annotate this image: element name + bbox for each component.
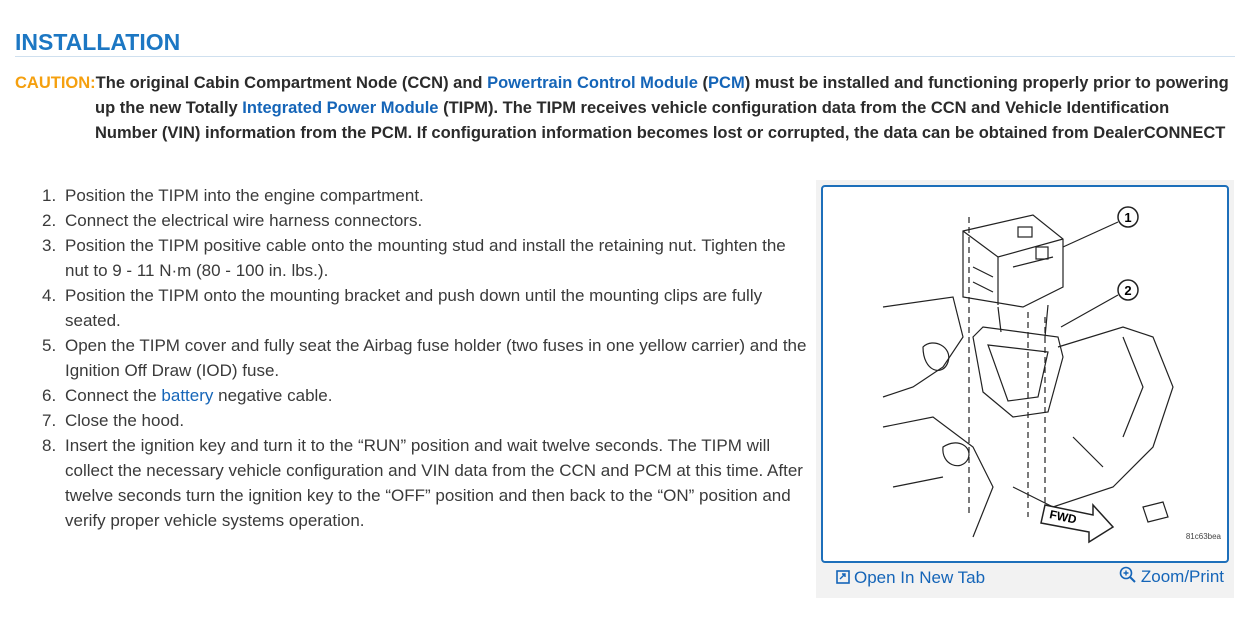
step-text: Insert the ignition key and turn it to the “RUN” position and wait twelve seconds. The TIPM will collect the necessary vehicle configuration and VIN data from the CCN and PCM at this time. After twelve seconds turn the ignition key to the “OFF” position and then back to the “ON” position and verify proper vehicle systems operation. (65, 436, 803, 530)
caution-text: (TIPM). The TIPM receives vehicle configuration data from the CCN and Vehicle Identification (438, 99, 1170, 117)
fwd-arrow (1041, 505, 1113, 542)
heading-divider (15, 56, 1235, 57)
figure-panel (816, 180, 1234, 598)
step-text: negative cable. (213, 386, 333, 405)
step-text: Connect the electrical wire harness connectors. (65, 211, 423, 230)
step-text: Connect the (65, 386, 162, 405)
tipm-diagram (823, 187, 1227, 561)
svg-text:2: 2 (1124, 283, 1132, 298)
step-number: 6. (42, 386, 57, 405)
link-integrated-power-module[interactable]: Integrated Power Module (242, 99, 439, 117)
step-item (42, 283, 812, 333)
step-number: 4. (42, 286, 57, 305)
step-item (42, 333, 812, 383)
step-item (42, 208, 812, 233)
step-item (42, 383, 812, 408)
callout-2 (1118, 280, 1138, 300)
caution-line-1 (15, 71, 1240, 96)
section-heading: INSTALLATION (15, 29, 181, 55)
step-item (42, 408, 812, 433)
caution-text: ( (697, 74, 709, 92)
step-text: Position the TIPM positive cable onto the mounting stud and install the retaining nut. Tighten the nut to 9 - 11 N·m (80 - 100 in. lbs.). (65, 236, 786, 280)
figure-image[interactable] (821, 185, 1229, 563)
caution-text: The original Cabin Compartment Node (CCN) and (95, 74, 488, 92)
zoom-label: Zoom/Print (1140, 566, 1224, 586)
caution-line-3: Number (VIN) information from the PCM. If configuration information becomes lost or corrupted, the data can be obtained from DealerCONNECT (95, 124, 1226, 142)
step-number: 2. (42, 211, 57, 230)
caution-line-2 (15, 96, 1240, 121)
caution-text: ) must be installed and functioning properly prior to powering (744, 74, 1229, 92)
caution-label: CAUTION: (15, 74, 96, 92)
step-item (42, 233, 812, 283)
step-number: 7. (42, 411, 57, 430)
link-pcm[interactable]: PCM (708, 74, 745, 92)
step-text: Close the hood. (65, 411, 185, 430)
step-text: Position the TIPM into the engine compartment. (65, 186, 424, 205)
link-powertrain-control-module[interactable]: Powertrain Control Module (487, 74, 698, 92)
external-link-icon (836, 569, 850, 589)
tipm-module-drawing (963, 215, 1063, 307)
callout-1 (1118, 207, 1138, 227)
open-label: Open In New Tab (854, 568, 986, 587)
open-in-new-tab-link[interactable] (836, 568, 985, 589)
step-item (42, 183, 812, 208)
step-number: 5. (42, 336, 57, 355)
installation-steps (42, 183, 812, 533)
step-number: 3. (42, 236, 57, 255)
step-text: Open the TIPM cover and fully seat the Airbag fuse holder (two fuses in one yellow carrier) and the Ignition Off Draw (IOD) fuse. (65, 336, 807, 380)
step-number: 1. (42, 186, 57, 205)
zoom-print-link[interactable] (1119, 566, 1224, 589)
link-battery[interactable]: battery (161, 386, 214, 405)
mounting-bracket-drawing (973, 327, 1063, 417)
svg-text:1: 1 (1124, 210, 1132, 225)
figure-id: 81c63bea (1185, 532, 1221, 541)
step-number: 8. (42, 436, 57, 455)
step-text: Position the TIPM onto the mounting bracket and push down until the mounting clips are fully seated. (65, 286, 763, 330)
caution-block (15, 71, 1240, 146)
magnifier-plus-icon (1119, 566, 1137, 589)
step-item (42, 433, 812, 533)
caution-text: up the new Totally (95, 99, 243, 117)
svg-text:FWD: FWD (1048, 507, 1078, 527)
